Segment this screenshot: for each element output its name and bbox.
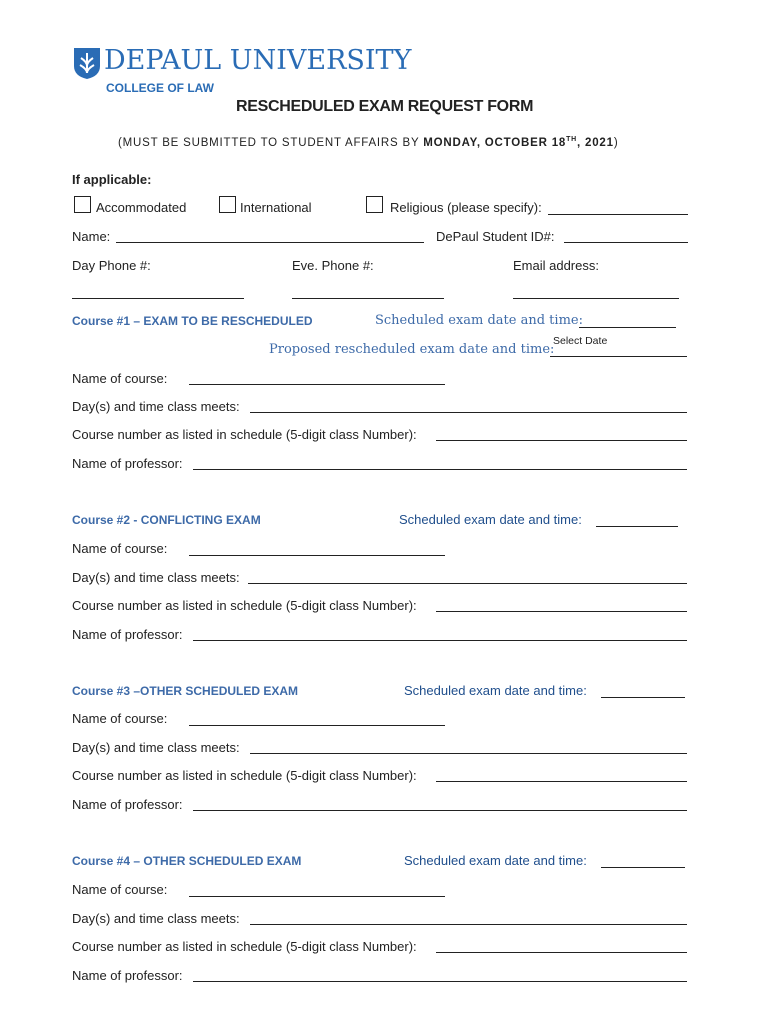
course2-scheduled-label: Scheduled exam date and time: bbox=[399, 512, 582, 527]
course2-heading: Course #2 - CONFLICTING EXAM bbox=[72, 513, 261, 527]
depaul-shield-icon bbox=[72, 46, 102, 80]
course4-prof-label: Name of professor: bbox=[72, 968, 183, 983]
course3-name-field[interactable] bbox=[189, 725, 445, 726]
course2-number-field[interactable] bbox=[436, 611, 687, 612]
course3-days-field[interactable] bbox=[250, 753, 687, 754]
course1-proposed-field[interactable] bbox=[550, 356, 687, 357]
course1-number-field[interactable] bbox=[436, 440, 687, 441]
course1-scheduled-field[interactable] bbox=[579, 327, 676, 328]
eve-phone-field[interactable] bbox=[292, 298, 444, 299]
course2-days-field[interactable] bbox=[248, 583, 687, 584]
submission-notice: (MUST BE SUBMITTED TO STUDENT AFFAIRS BY MONDAY, OCTOBER 18TH, 2021) bbox=[118, 136, 619, 149]
accommodated-checkbox[interactable] bbox=[74, 196, 91, 213]
course4-name-label: Name of course: bbox=[72, 882, 168, 897]
email-label: Email address: bbox=[513, 258, 599, 273]
international-label: International bbox=[240, 200, 312, 215]
course1-proposed-label: Proposed rescheduled exam date and time: bbox=[269, 342, 555, 357]
course3-scheduled-field[interactable] bbox=[601, 697, 685, 698]
course1-days-label: Day(s) and time class meets: bbox=[72, 399, 240, 414]
day-phone-label: Day Phone #: bbox=[72, 258, 151, 273]
select-date-picker[interactable]: Select Date bbox=[553, 335, 608, 347]
course1-scheduled-label: Scheduled exam date and time: bbox=[375, 313, 583, 328]
course3-heading: Course #3 –OTHER SCHEDULED EXAM bbox=[72, 684, 299, 698]
if-applicable-label: If applicable: bbox=[72, 172, 152, 187]
course1-name-field[interactable] bbox=[189, 384, 445, 385]
course2-number-label: Course number as listed in schedule (5-digit class Number): bbox=[72, 598, 417, 613]
course3-number-field[interactable] bbox=[436, 781, 687, 782]
course1-prof-label: Name of professor: bbox=[72, 456, 183, 471]
course1-name-label: Name of course: bbox=[72, 371, 168, 386]
day-phone-field[interactable] bbox=[72, 298, 244, 299]
course1-prof-field[interactable] bbox=[193, 469, 687, 470]
email-field[interactable] bbox=[513, 298, 679, 299]
course2-name-field[interactable] bbox=[189, 555, 445, 556]
course4-heading: Course #4 – OTHER SCHEDULED EXAM bbox=[72, 854, 302, 868]
course4-scheduled-label: Scheduled exam date and time: bbox=[404, 853, 587, 868]
name-label: Name: bbox=[72, 229, 111, 244]
course2-days-label: Day(s) and time class meets: bbox=[72, 570, 240, 585]
college-name: COLLEGE OF LAW bbox=[106, 81, 214, 95]
course3-number-label: Course number as listed in schedule (5-digit class Number): bbox=[72, 768, 417, 783]
course3-days-label: Day(s) and time class meets: bbox=[72, 740, 240, 755]
eve-phone-label: Eve. Phone #: bbox=[292, 258, 374, 273]
page-title: RESCHEDULED EXAM REQUEST FORM bbox=[236, 98, 534, 115]
course3-prof-field[interactable] bbox=[193, 810, 687, 811]
course4-scheduled-field[interactable] bbox=[601, 867, 685, 868]
course1-heading: Course #1 – EXAM TO BE RESCHEDULED bbox=[72, 314, 313, 328]
course4-number-field[interactable] bbox=[436, 952, 687, 953]
course1-number-label: Course number as listed in schedule (5-digit class Number): bbox=[72, 427, 417, 442]
name-field[interactable] bbox=[116, 242, 424, 243]
accommodated-label: Accommodated bbox=[96, 200, 187, 215]
course3-scheduled-label: Scheduled exam date and time: bbox=[404, 683, 587, 698]
university-wordmark: DEPAUL UNIVERSITY bbox=[104, 45, 412, 76]
course4-prof-field[interactable] bbox=[193, 981, 687, 982]
religious-label: Religious (please specify): bbox=[390, 200, 542, 215]
course4-days-label: Day(s) and time class meets: bbox=[72, 911, 240, 926]
course3-prof-label: Name of professor: bbox=[72, 797, 183, 812]
course2-prof-label: Name of professor: bbox=[72, 627, 183, 642]
international-checkbox[interactable] bbox=[219, 196, 236, 213]
course1-days-field[interactable] bbox=[250, 412, 687, 413]
student-id-field[interactable] bbox=[564, 242, 688, 243]
religious-specify-field[interactable] bbox=[548, 214, 688, 215]
course4-number-label: Course number as listed in schedule (5-digit class Number): bbox=[72, 939, 417, 954]
religious-checkbox[interactable] bbox=[366, 196, 383, 213]
student-id-label: DePaul Student ID#: bbox=[436, 229, 555, 244]
course4-name-field[interactable] bbox=[189, 896, 445, 897]
course3-name-label: Name of course: bbox=[72, 711, 168, 726]
course4-days-field[interactable] bbox=[250, 924, 687, 925]
course2-name-label: Name of course: bbox=[72, 541, 168, 556]
course2-scheduled-field[interactable] bbox=[596, 526, 678, 527]
course2-prof-field[interactable] bbox=[193, 640, 687, 641]
